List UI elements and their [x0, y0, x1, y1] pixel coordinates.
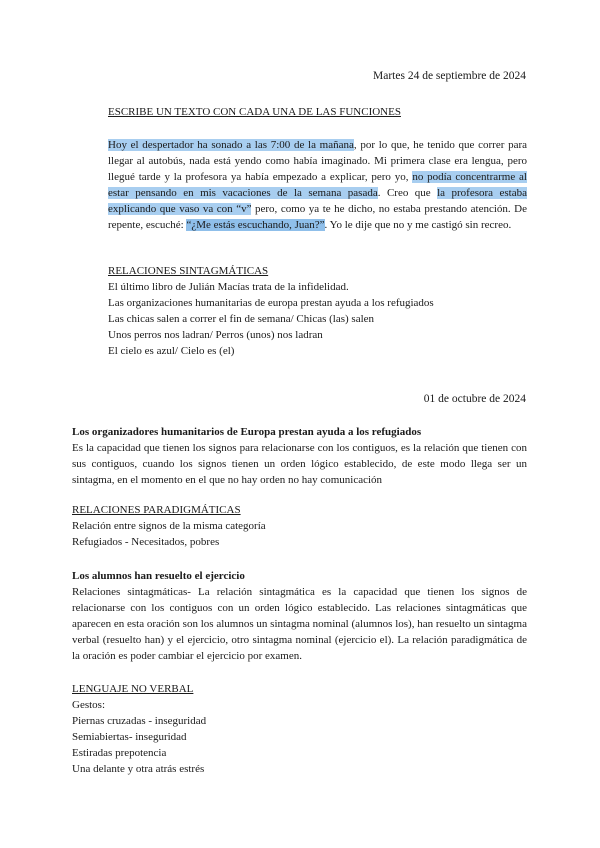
section-heading: Los alumnos han resuelto el ejercicio [72, 570, 245, 582]
list-item: Estiradas prepotencia [72, 747, 167, 759]
list-item: Semiabiertas- inseguridad [72, 731, 187, 743]
section-functions [108, 104, 527, 120]
humanitarian-paragraph: Es la capacidad que tienen los signos para relacionarse con los contiguos, es la relación que tienen con sus contiguos, cuando los signos tienen un orden lógico establecido, de este modo llega ser un sintagma, en el momento en el que no hay orden no hay comunicación [72, 442, 527, 486]
section-heading: RELACIONES PARADIGMÁTICAS [72, 504, 241, 516]
date-header-1: Martes 24 de septiembre de 2024 [373, 70, 526, 82]
section-humanitarian [72, 424, 527, 488]
list-item: Gestos: [72, 699, 105, 711]
highlight-1: Hoy el despertador ha sonado a las 7:00 de la mañana [108, 139, 354, 151]
list-item: Piernas cruzadas - inseguridad [72, 715, 207, 727]
section-heading: RELACIONES SINTAGMÁTICAS [108, 265, 269, 277]
text-2: . Creo que [377, 187, 438, 199]
highlight-4: “¿Me estás escuchando, Juan?” [186, 219, 325, 231]
highlight-3: la profesora estaba explicando que vaso va con “v” [108, 187, 527, 215]
section-paradigmatic [72, 502, 527, 550]
list-item: Refugiados - Necesitados, pobres [72, 536, 220, 548]
functions-paragraph [108, 137, 527, 233]
functions-paragraph-block [108, 137, 527, 233]
section-nonverbal [72, 681, 527, 777]
list-item: Unos perros nos ladran/ Perros (unos) nos ladran [108, 329, 323, 341]
list-item: Una delante y otra atrás estrés [72, 763, 205, 775]
list-item: Las organizaciones humanitarias de europa prestan ayuda a los refugiados [108, 297, 434, 309]
date-header-2: 01 de octubre de 2024 [423, 393, 526, 405]
list-item: El cielo es azul/ Cielo es (el) [108, 345, 235, 357]
section-heading: ESCRIBE UN TEXTO CON CADA UNA DE LAS FUNCIONES [108, 106, 401, 118]
section-students [72, 568, 527, 664]
highlight-2: no podía concentrarme al estar pensando en mis vacaciones de la semana pasada [108, 171, 527, 199]
text-1: , por lo que, he tenido que correr para llegar al autobús, nada está yendo como había imaginado. Mi primera clase era lengua, pero llegué tarde y la profesora ya había empezado a explicar, pero yo, [108, 139, 528, 183]
list-item: Las chicas salen a correr el fin de semana/ Chicas (las) salen [108, 313, 375, 325]
students-paragraph: Relaciones sintagmáticas- La relación sintagmática es la capacidad que tienen los signos de relacionarse con los contiguos con un orden lógico establecido. Las relaciones sintagmáticas que aparecen en esta oración son los alumnos un sintagma nominal (alumnos los), han resuelto un sintagma verbal (resuelto han) y el ejercicio, otro sintagma nominal (ejercicio el). La relación paradigmática de la oración es poder cambiar el ejercicio por examen. [72, 586, 527, 662]
text-3: pero, como ya te he dicho, no estaba prestando atención. De repente, escuché: [108, 203, 527, 231]
list-item: Relación entre signos de la misma categoría [72, 520, 266, 532]
section-heading: Los organizadores humanitarios de Europa prestan ayuda a los refugiados [72, 426, 422, 438]
section-heading: LENGUAJE NO VERBAL [72, 683, 194, 695]
section-syntagmatic [108, 263, 527, 359]
list-item: El último libro de Julián Macías trata de la infidelidad. [108, 281, 349, 293]
text-4: . Yo le dije que no y me castigó sin recreo. [324, 219, 512, 231]
